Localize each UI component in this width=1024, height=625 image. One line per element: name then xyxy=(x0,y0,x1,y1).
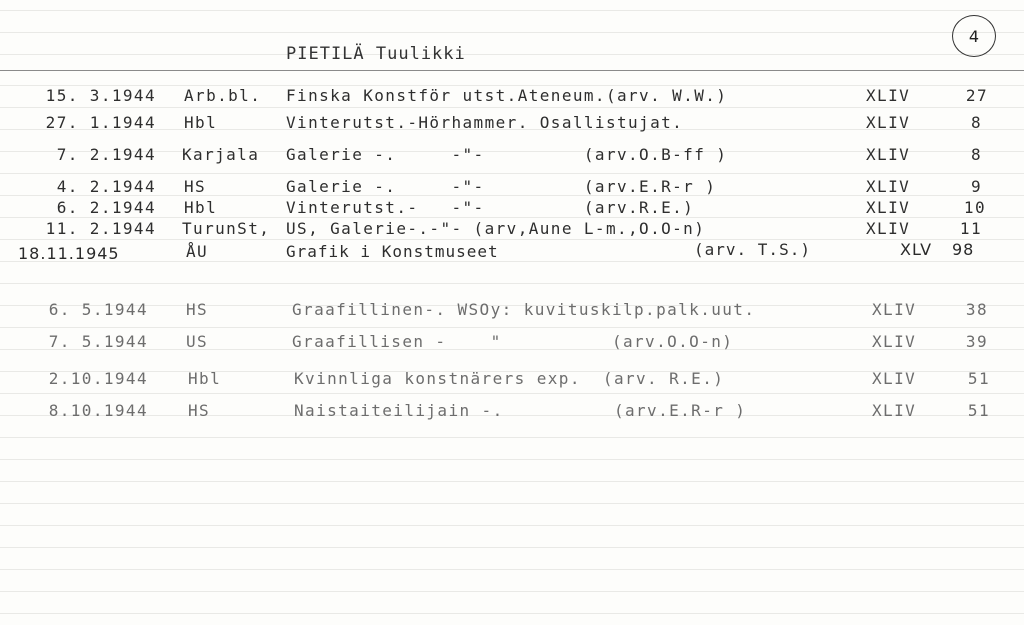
entry-volume: XLIV xyxy=(866,177,911,196)
entry-text: Galerie -. -"- (arv.O.B-ff ) xyxy=(286,145,728,164)
entry-page: 38 xyxy=(965,300,988,319)
entry-date: 8.10.1944 xyxy=(48,401,148,420)
entry-paper: HS xyxy=(186,300,209,319)
entry-volume: XLIV xyxy=(872,332,917,351)
entry-page: 51 xyxy=(967,401,990,420)
entry-paper: HS xyxy=(184,177,207,196)
entry-paper: ÅU xyxy=(186,242,209,261)
entry-date: 15. 3.1944 xyxy=(45,86,156,105)
entry-text: Kvinnliga konstnärers exp. (arv. R.E.) xyxy=(294,369,725,388)
entry-date: 7. 5.1944 xyxy=(48,332,148,351)
entry-volume: XLV xyxy=(900,240,933,259)
entry-date: 6. 2.1944 xyxy=(56,198,156,217)
entry-text: Grafik i Konstmuseet xyxy=(286,242,499,261)
entry-date: 4. 2.1944 xyxy=(56,177,156,196)
entry-page: 10 xyxy=(963,198,986,217)
entry-date: 27. 1.1944 xyxy=(45,113,156,132)
entry-text: Vinterutst.- -"- (arv.R.E.) xyxy=(286,198,695,217)
entry-page: 11 xyxy=(959,219,982,238)
entry-date: 18.11.1945 xyxy=(18,244,120,263)
entry-page: 27 xyxy=(965,86,988,105)
header-rule xyxy=(0,70,1024,71)
entry-text: Graafillisen - " (arv.O.O-n) xyxy=(292,332,734,351)
entry-volume: XLIV xyxy=(866,113,911,132)
entry-volume: XLIV xyxy=(866,86,911,105)
entry-paper: US xyxy=(186,332,209,351)
entry-paper: Hbl xyxy=(188,369,222,388)
entry-volume: XLIV xyxy=(872,401,917,420)
artist-name: PIETILÄ Tuulikki xyxy=(286,44,466,64)
entry-text: US, Galerie-.-"- (arv,Aune L-m.,O.O-n) xyxy=(286,219,706,238)
entry-arv: (arv. T.S.) xyxy=(694,240,811,259)
entry-page: 98 xyxy=(952,240,975,259)
entry-volume: XLIV xyxy=(872,300,917,319)
entry-text: Naistaiteilijain -. (arv.E.R-r ) xyxy=(294,401,747,420)
entry-text: Vinterutst.-Hörhammer. Osallistujat. xyxy=(286,113,684,132)
entry-page: 8 xyxy=(970,145,982,164)
entry-volume: XLIV xyxy=(866,145,911,164)
entry-date: 7. 2.1944 xyxy=(56,145,156,164)
entry-paper: Karjala xyxy=(182,145,260,164)
entry-page: 39 xyxy=(965,332,988,351)
entry-page: 9 xyxy=(970,177,982,196)
entry-volume: XLIV xyxy=(872,369,917,388)
entry-page: 8 xyxy=(970,113,982,132)
entry-date: 11. 2.1944 xyxy=(45,219,156,238)
entry-text: Finska Konstför utst.Ateneum.(arv. W.W.) xyxy=(286,86,728,105)
card-number-circle: 4 xyxy=(952,15,996,57)
entry-text: Galerie -. -"- (arv.E.R-r ) xyxy=(286,177,717,196)
entry-paper: TurunSt, xyxy=(182,219,271,238)
entry-paper: Hbl xyxy=(184,198,218,217)
entry-date: 6. 5.1944 xyxy=(48,300,148,319)
entry-paper: HS xyxy=(188,401,211,420)
entry-page: 51 xyxy=(967,369,990,388)
entry-paper: Hbl xyxy=(184,113,218,132)
entry-volume: XLIV xyxy=(866,198,911,217)
entry-paper: Arb.bl. xyxy=(184,86,262,105)
entry-text: Graafillinen-. WSOy: kuvituskilp.palk.uut. xyxy=(292,300,756,319)
entry-volume: XLIV xyxy=(866,219,911,238)
entry-date: 2.10.1944 xyxy=(48,369,148,388)
